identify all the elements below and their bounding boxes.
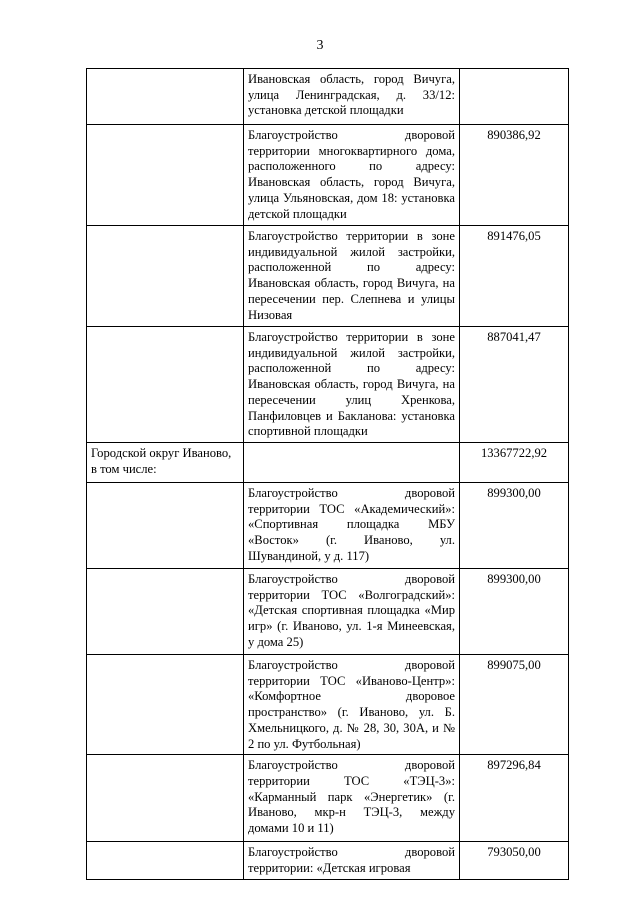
amount-cell: 887041,47	[460, 327, 569, 443]
description-cell: Благоустройство дворовой территории ТОС «ТЭЦ-3»: «Карманный парк «Энергетик» (г. Иваново, мкр-н ТЭЦ-3, между домами 10 и 11)	[244, 755, 460, 842]
table-row	[87, 327, 569, 443]
region-cell	[87, 327, 244, 443]
amount-cell	[460, 69, 569, 125]
description-cell	[244, 443, 460, 483]
region-cell	[87, 226, 244, 327]
page-number: 3	[316, 38, 324, 53]
description-cell: Благоустройство территории в зоне индивидуальной жилой застройки, расположенной по адресу: Ивановская область, город Вичуга, на пересечении пер. Слепнева и улицы Низовая	[244, 226, 460, 327]
region-cell	[87, 755, 244, 842]
table-row	[87, 569, 569, 655]
amount-cell: 13367722,92	[460, 443, 569, 483]
description-cell: Благоустройство дворовой территории многоквартирного дома, расположенного по адресу: Ивановская область, город Вичуга, улица Ульяновская, дом 18: установка детской площадки	[244, 125, 460, 226]
table-row	[87, 69, 569, 125]
amount-cell: 899300,00	[460, 483, 569, 569]
table-row	[87, 842, 569, 879]
table-row	[87, 125, 569, 226]
region-cell	[87, 483, 244, 569]
amount-cell: 793050,00	[460, 842, 569, 879]
amount-cell: 897296,84	[460, 755, 569, 842]
table-row	[87, 226, 569, 327]
description-cell: Благоустройство дворовой территории ТОС «Иваново-Центр»: «Комфортное дворовое пространство» (г. Иваново, ул. Б. Хмельницкого, д. № 28, 30, 30А, и № 2 по ул. Футбольная)	[244, 655, 460, 755]
amount-cell: 890386,92	[460, 125, 569, 226]
description-cell: Благоустройство дворовой территории ТОС «Волгоградский»: «Детская спортивная площадка «Мир игр» (г. Иваново, ул. 1-я Минеевская, у дома 25)	[244, 569, 460, 655]
amount-cell: 899075,00	[460, 655, 569, 755]
amount-cell: 899300,00	[460, 569, 569, 655]
description-cell: Ивановская область, город Вичуга, улица Ленинградская, д. 33/12: установка детской площадки	[244, 69, 460, 125]
table-row	[87, 755, 569, 842]
region-cell	[87, 655, 244, 755]
table-row	[87, 483, 569, 569]
region-cell	[87, 569, 244, 655]
region-cell	[87, 125, 244, 226]
description-cell: Благоустройство территории в зоне индивидуальной жилой застройки, расположенной по адресу: Ивановская область, город Вичуга, на пересечении улиц Хренкова, Панфиловцев и Бакланова: установка спортивной площадки	[244, 327, 460, 443]
amount-cell: 891476,05	[460, 226, 569, 327]
description-cell: Благоустройство дворовой территории: «Детская игровая	[244, 842, 460, 879]
table-row	[87, 443, 569, 483]
region-cell: Городской округ Иваново, в том числе:	[87, 443, 244, 483]
funding-table	[86, 68, 569, 880]
region-cell	[87, 842, 244, 879]
table-row	[87, 655, 569, 755]
description-cell: Благоустройство дворовой территории ТОС «Академический»: «Спортивная площадка МБУ «Восток» (г. Иваново, ул. Шувандиной, у д. 117)	[244, 483, 460, 569]
region-cell	[87, 69, 244, 125]
